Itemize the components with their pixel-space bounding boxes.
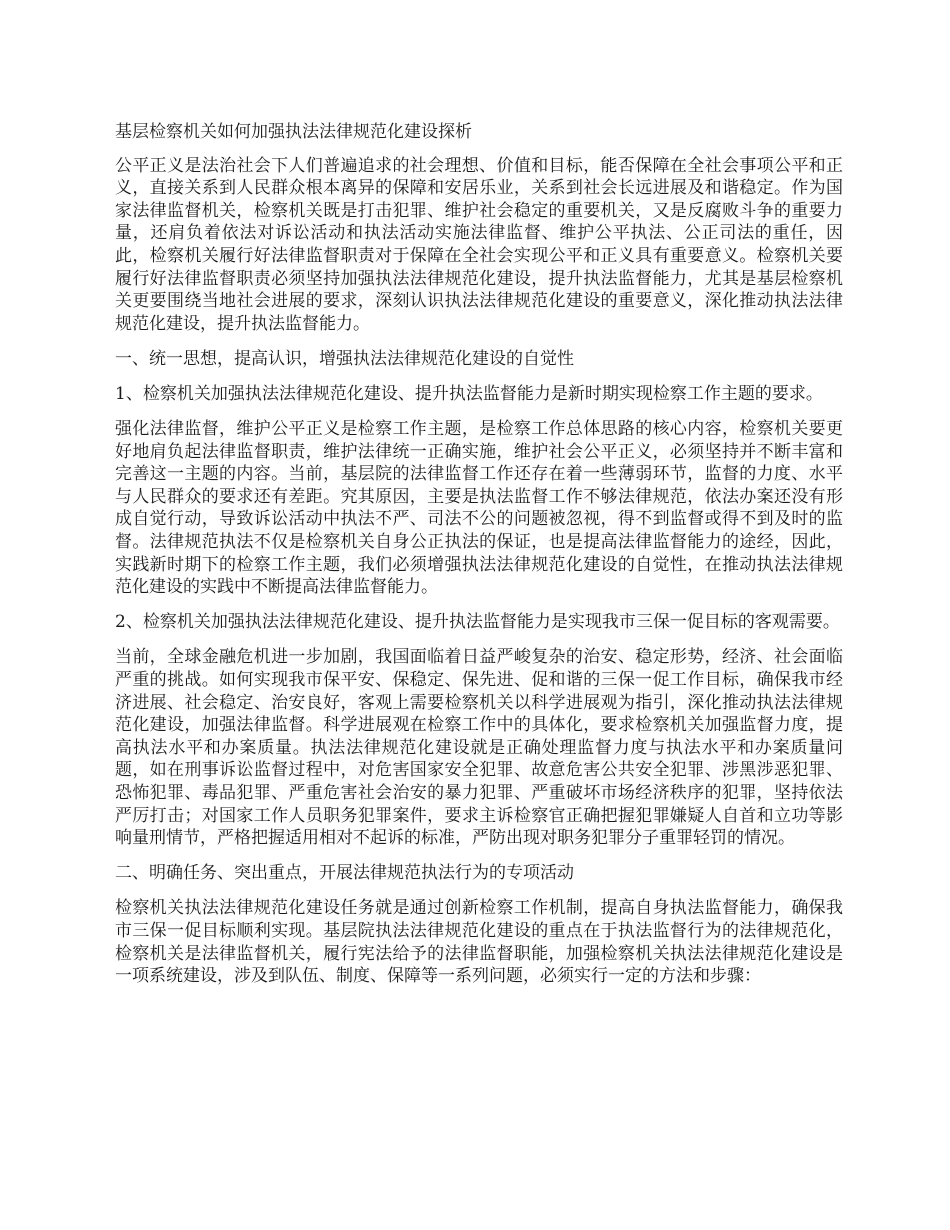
intro-paragraph: 公平正义是法治社会下人们普遍追求的社会理想、价值和目标，能否保障在全社会事项公平和正义，直接关系到人民群众根本离异的保障和安居乐业，关系到社会长远进展及和谐稳定。作为国家法律监督机关，检察机关既是打击犯罪、维护社会稳定的重要机关，又是反腐败斗争的重要力量，还肩负着依法对诉讼活动和执法活动实施法律监督、维护公平执法、公正司法的重任，因此，检察机关履行好法律监督职责对于保障在全社会实现公平和正义具有重要意义。检察机关要履行好法律监督职责必须坚持加强执法法律规范化建设，提升执法监督能力，尤其是基层检察机关更要围绕当地社会进展的要求，深刻认识执法法律规范化建设的重要意义，深化推动执法法律规范化建设，提升执法监督能力。 [115,155,843,334]
subheading-2: 2、检察机关加强执法法律规范化建设、提升执法监督能力是实现我市三保一促目标的客观需要。 [115,612,840,633]
section-heading-1: 一、统一思想，提高认识，增强执法法律规范化建设的自觉性 [115,348,574,369]
body-paragraph-3: 检察机关执法法律规范化建设任务就是通过创新检察工作机制，提高自身执法监督能力，确保我市三保一促目标顺利实现。基层院执法法律规范化建设的重点在于执法监督行为的法律规范化，检察机关是法律监督机关，履行宪法给予的法律监督职能，加强检察机关执法法律规范化建设是一项系统建设，涉及到队伍、制度、保障等一系列问题，必须实行一定的方法和步骤： [115,898,843,987]
body-paragraph-1: 强化法律监督，维护公平正义是检察工作主题，是检察工作总体思路的核心内容，检察机关要更好地肩负起法律监督职责，维护法律统一正确实施，维护社会公平正义，必须坚持并不断丰富和完善这一主题的内容。当前，基层院的法律监督工作还存在着一些薄弱环节，监督的力度、水平与人民群众的要求还有差距。究其原因，主要是执法监督工作不够法律规范，依法办案还没有形成自觉行动，导致诉讼活动中执法不严、司法不公的问题被忽视，得不到监督或得不到及时的监督。法律规范执法不仅是检察机关自身公正执法的保证，也是提高法律监督能力的途经，因此，实践新时期下的检察工作主题，我们必须增强执法法律规范化建设的自觉性，在推动执法法律规范化建设的实践中不断提高法律监督能力。 [115,419,843,598]
subheading-1: 1、检察机关加强执法法律规范化建设、提升执法监督能力是新时期实现检察工作主题的要求。 [115,383,823,404]
section-heading-2: 二、明确任务、突出重点，开展法律规范执法行为的专项活动 [115,863,574,884]
body-paragraph-2: 当前，全球金融危机进一步加剧，我国面临着日益严峻复杂的治安、稳定形势，经济、社会面临严重的挑战。如何实现我市保平安、保稳定、保先进、促和谐的三保一促工作目标，确保我市经济进展、社会稳定、治安良好，客观上需要检察机关以科学进展观为指引，深化推动执法法律规范化建设，加强法律监督。科学进展观在检察工作中的具体化，要求检察机关加强监督力度，提高执法水平和办案质量。执法法律规范化建设就是正确处理监督力度与执法水平和办案质量问题，如在刑事诉讼监督过程中，对危害国家安全犯罪、故意危害公共安全犯罪、涉黑涉恶犯罪、恐怖犯罪、毒品犯罪、严重危害社会治安的暴力犯罪、严重破坏市场经济秩序的犯罪，坚持依法严厉打击；对国家工作人员职务犯罪案件，要求主诉检察官正确把握犯罪嫌疑人自首和立功等影响量刑情节，严格把握适用相对不起诉的标准，严防出现对职务犯罪分子重罪轻罚的情况。 [115,647,843,849]
document-page [115,121,843,1000]
document-title: 基层检察机关如何加强执法法律规范化建设探析 [115,122,472,142]
